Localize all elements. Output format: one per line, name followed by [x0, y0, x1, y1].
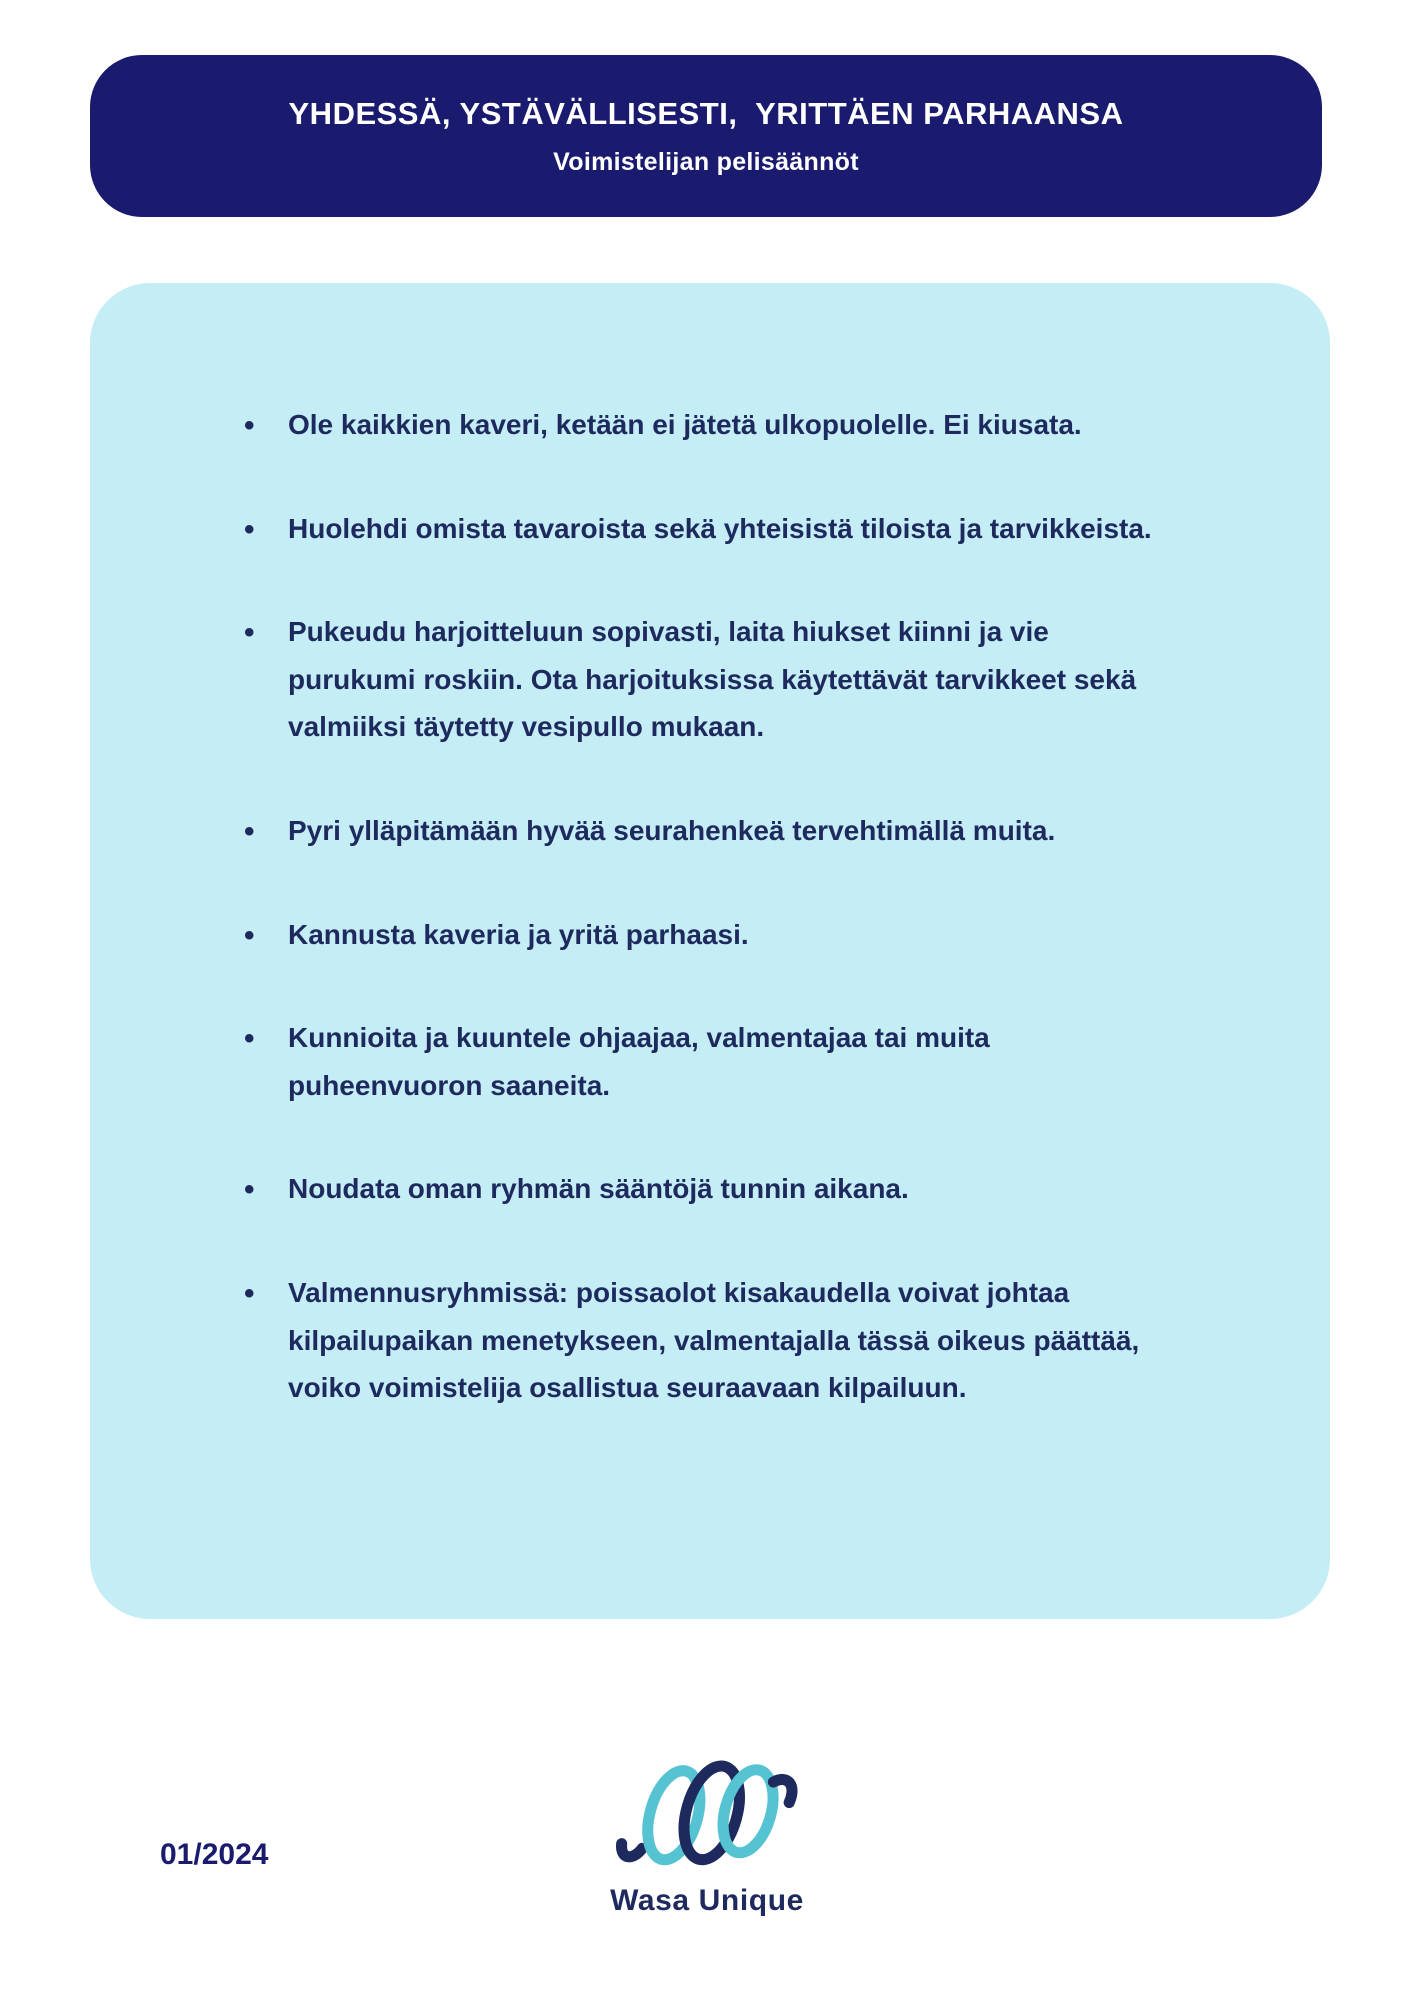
rule-item: • Ole kaikkien kaveri, ketään ei jätetä ulkopuolelle. Ei kiusata.: [230, 401, 1170, 449]
rules-card: [90, 283, 1330, 1619]
page-subtitle: Voimistelijan pelisäännöt: [553, 147, 859, 176]
rule-item: • Pukeudu harjoitteluun sopivasti, laita hiukset kiinni ja vie purukumi roskiin. Ota harjoituksissa käytettävät tarvikkeet sekä valmiiksi täytetty vesipullo mukaan.: [230, 608, 1170, 751]
rule-item: • Kunnioita ja kuuntele ohjaajaa, valmentajaa tai muita puheenvuoron saaneita.: [230, 1014, 1170, 1109]
rule-item: • Huolehdi omista tavaroista sekä yhteisistä tiloista ja tarvikkeista.: [230, 505, 1170, 553]
rule-item: • Kannusta kaveria ja yritä parhaasi.: [230, 911, 1170, 959]
spiral-logo-icon: [0, 1752, 1414, 1880]
brand-name: Wasa Unique: [610, 1884, 804, 1917]
rule-item: • Pyri ylläpitämään hyvää seurahenkeä tervehtimällä muita.: [230, 807, 1170, 855]
rules-list: [230, 401, 1190, 1412]
page-title: YHDESSÄ, YSTÄVÄLLISESTI, YRITTÄEN PARHAANSA: [288, 95, 1124, 131]
rule-item: • Valmennusryhmissä: poissaolot kisakaudella voivat johtaa kilpailupaikan menetykseen, valmentajalla tässä oikeus päättää, voiko voimistelija osallistua seuraavaan kilpailuun.: [230, 1269, 1170, 1412]
rule-item: • Noudata oman ryhmän sääntöjä tunnin aikana.: [230, 1165, 1170, 1213]
header-banner: [90, 55, 1322, 217]
brand-block: [0, 1752, 1414, 1918]
footer-date: 01/2024: [160, 1838, 269, 1871]
